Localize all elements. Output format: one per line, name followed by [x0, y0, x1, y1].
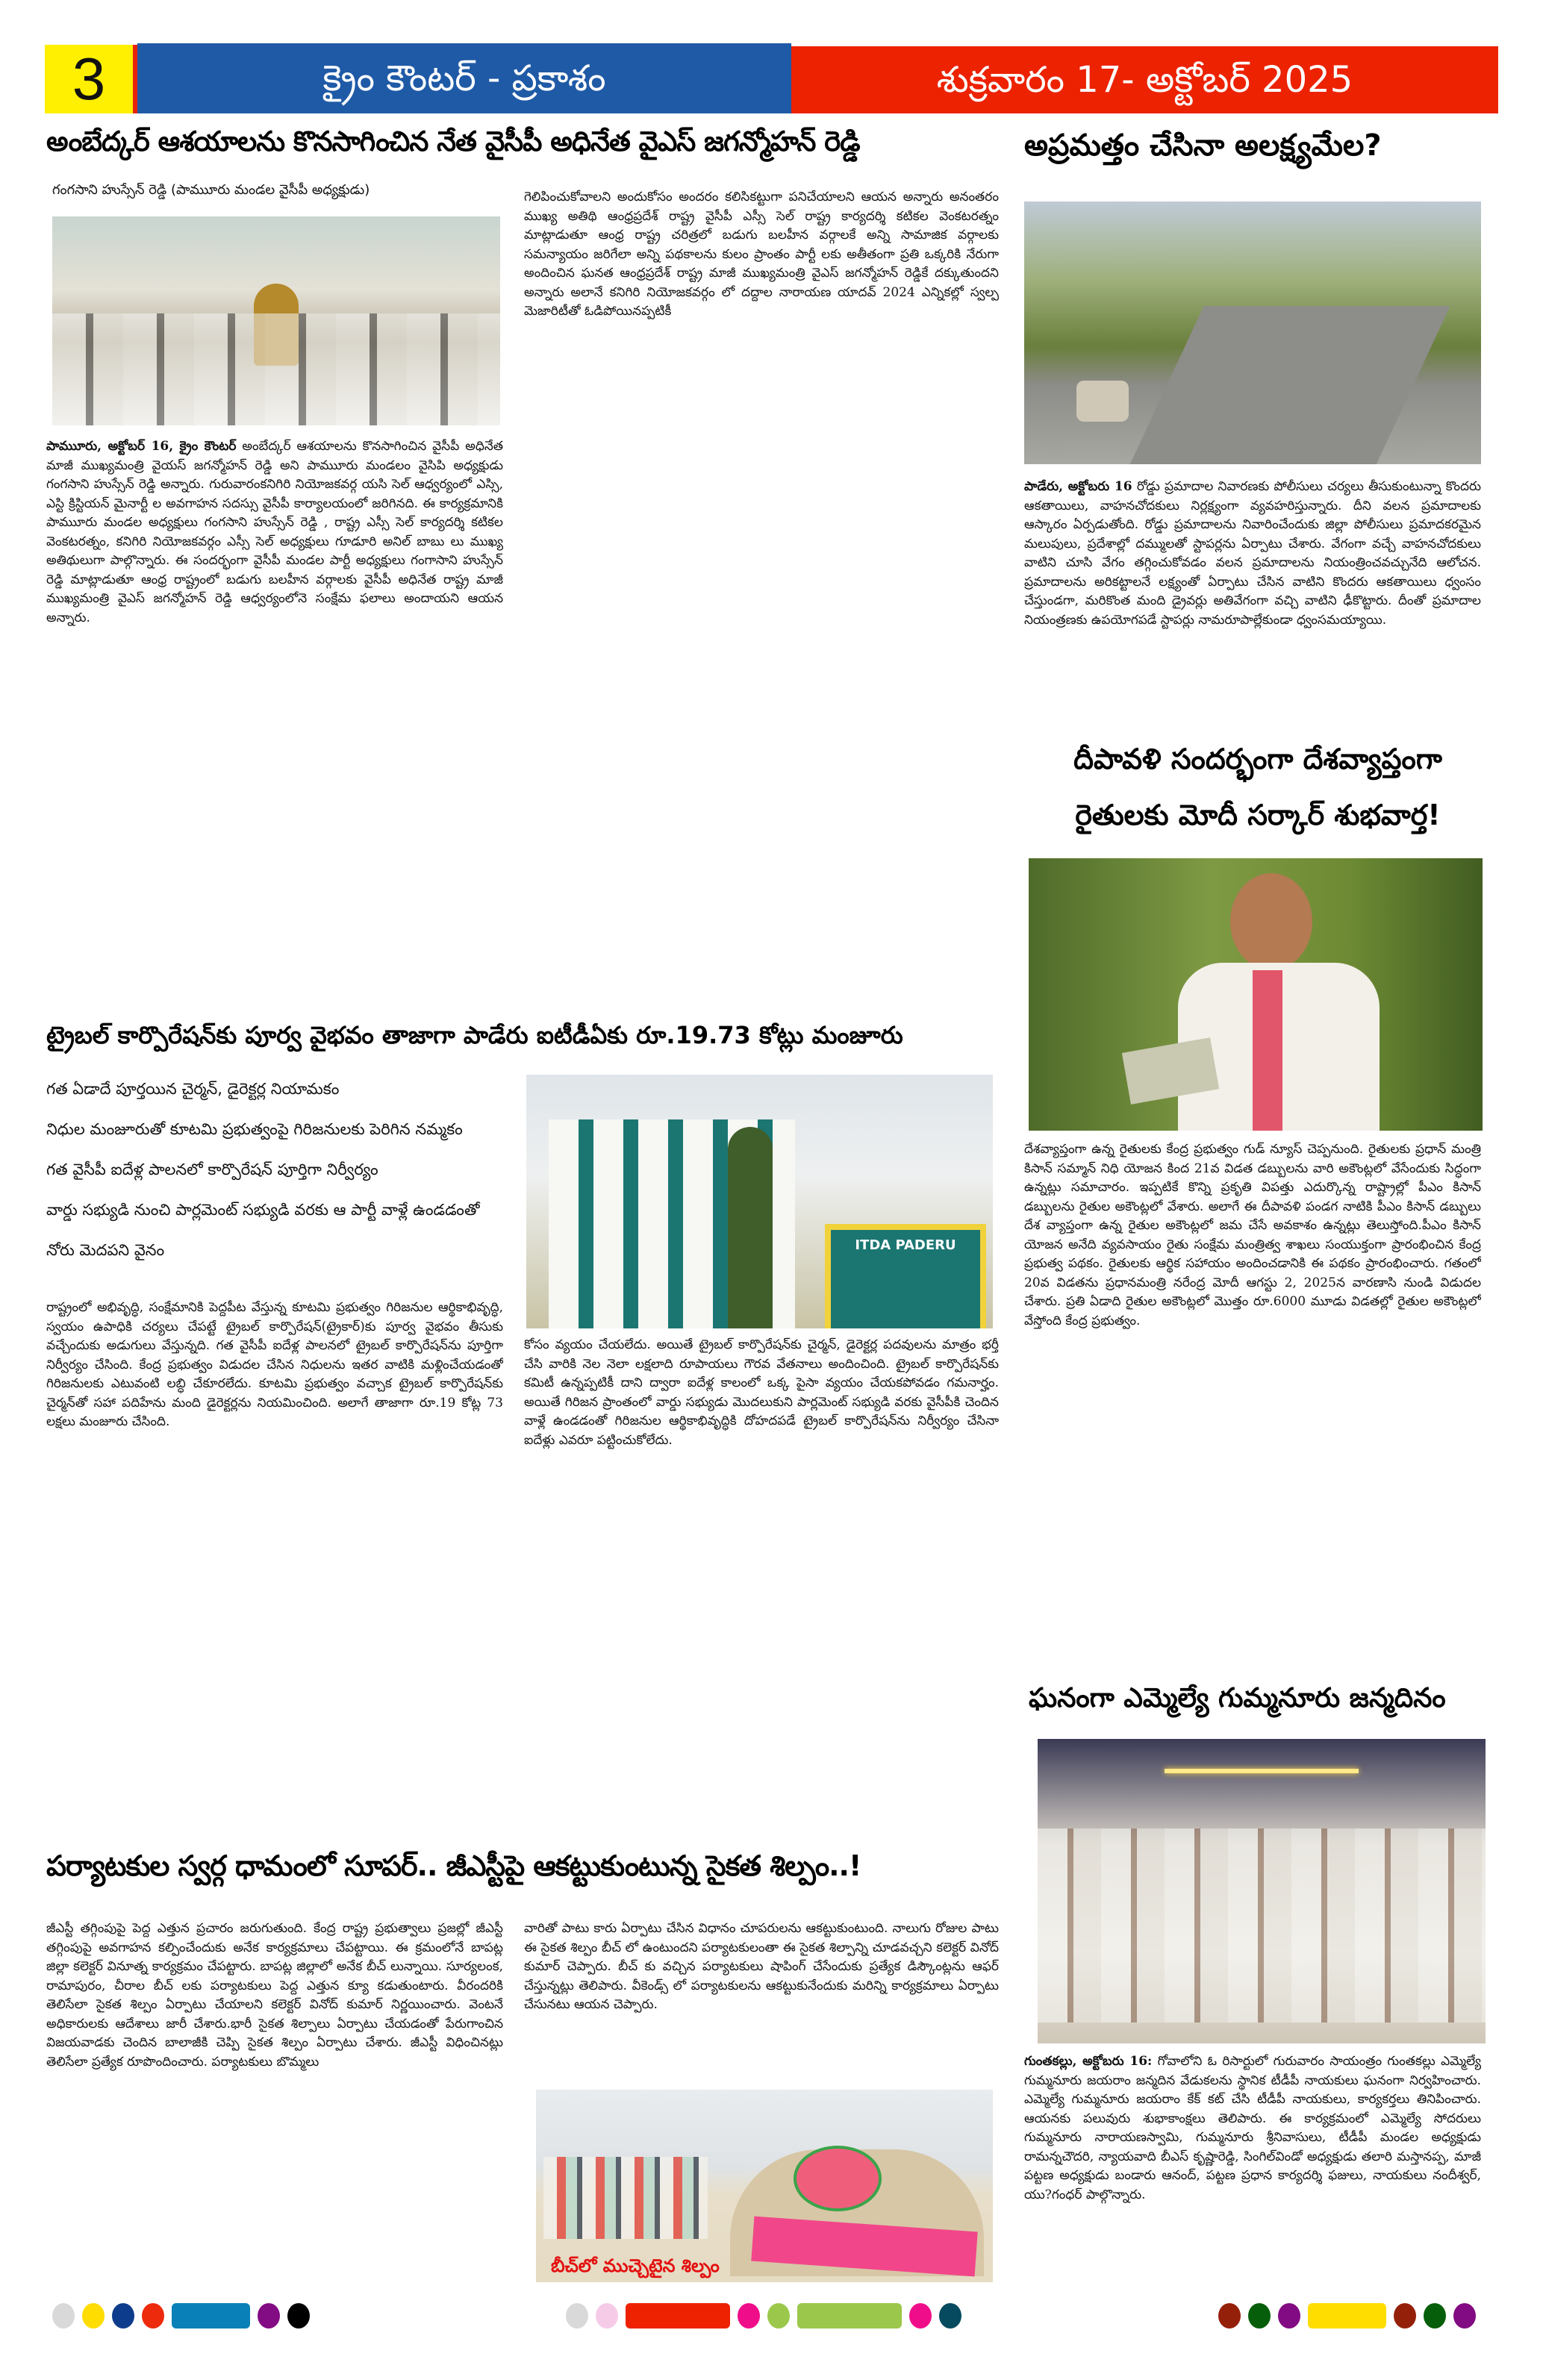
- photo-road: [1024, 202, 1481, 464]
- headline-gst: పర్యాటకుల స్వర్గ ధామంలో సూపర్.. జీఎస్టీపై ఆకట్టుకుంటున్న సైకత శిల్పం..!: [46, 1849, 861, 1882]
- color-mark-center: [767, 2303, 790, 2329]
- itda-sign: ITDA PADERU: [855, 1237, 956, 1253]
- body-diwali: దేశవ్యాప్తంగా ఉన్న రైతులకు కేంద్ర ప్రభుత్వం గుడ్ న్యూస్ చెప్పనుంది. రైతులకు ప్రధాన్ మంత్రి కిసాన్ సమ్మాన్ నిధి యోజన కింద 21వ విడత డబ్బులను వారి అకౌంట్లలో వేసేందుకు సిద్ధంగా ఉన్నట్లు సమాచారం. ఇప్పటికే కొన్ని ప్రకృతి విపత్తు ఎదుర్కొన్న రాష్ట్రాల్లో పీఎం కిసాన్ డబ్బులను రైతుల అకౌంట్లలో వేశారు. అలాగే ఈ దీపావళి పండగ నాటికి పీఎం కిసాన్ డబ్బులు దేశ వ్యాప్తంగా ఉన్న రైతుల అకౌంట్లలో జమ చేసే అవకాశం ఉన్నట్లు తెలుస్తోంది.పీఎం కిసాన్ యోజన అనేది వ్యవసాయం రైతు సంక్షేమ మంత్రిత్వ శాఖలు సంయుక్తంగా ప్రారంభించిన కేంద్ర ప్రభుత్వ పథకం. రైతులకు ఆర్థిక సహాయం అందించడానికి ఈ పథకం ప్రారంభించారు. గతంలో 20వ విడతను ప్రధానమంత్రి నరేంద్ర మోదీ ఆగస్టు 2, 2025న వారణాసి నుండి విడుదల చేశారు. ప్రతి ఏడాది రైతుల అకౌంట్లలో మొత్తం రూ.6000 మూడు విడతల్లో రైతుల అకౌంట్లలో వేస్తోంది కేంద్ర ప్రభుత్వం.: [1024, 1142, 1481, 1328]
- color-mark-center: [566, 2303, 588, 2329]
- sculpture-badge: [794, 2146, 882, 2211]
- people-group: [52, 313, 500, 425]
- highlight-item: వార్డు సభ్యుడి నుంచి పార్లమెంట్ సభ్యుడి వరకు ఆ పార్టీ వాళ్లే ఉండడంతో నోరు మెదపని వైనం: [46, 1201, 480, 1259]
- farmer-head: [1230, 873, 1312, 970]
- body-text: గోవాలోని ఓ రిసార్టులో గురువారం సాయంత్రం గుంతకల్లు ఎమ్మెల్యే గుమ్మనూరు జయరాం జన్మదిన వేడుకలను స్థానిక టీడీపీ నాయకులు ఘనంగా నిర్వహించారు. ఎమ్మెల్యే గుమ్మనూరు జయరాం కేక్ కట్ చేసి టీడీపీ నాయకులు, కార్యకర్తలు తినిపించారు. ఆయనకు పలువురు శుభాకాంక్షలు తెలిపారు. ఈ కార్యక్రమంలో ఎమ్మెల్యే సోదరులు గుమ్మనూరు నారాయణస్వామి, గుమ్మనూరు శ్రీనివాసులు, టీడీపీ మండల అధ్యక్షుడు రామన్నచౌదరి, న్యాయవాది బీఎస్ కృష్ణారెడ్డి, సింగిల్‌విండో అధ్యక్షుడు తలారి మస్తానప్ప, మాజీ పట్టణ అధ్యక్షుడు బండారు ఆనంద్, పట్టణ ప్రధాన కార్యదర్శి ఫజులు, నాయకులు నందీశ్వర్, యు?గంధర్ పాల్గొన్నారు.: [1024, 2054, 1481, 2202]
- headline-birthday: ఘనంగా ఎమ్మెల్యే గుమ్మనూరు జన్మదినం: [1029, 1683, 1446, 1714]
- highlight-item: గత ఏడాదే పూర్తయిన చైర్మన్, డైరెక్టర్ల నియామకం: [46, 1080, 340, 1098]
- highlight-item: గత వైసీపీ ఐదేళ్ల పాలనలో కార్పొరేషన్ పూర్తిగా నిర్వీర్యం: [46, 1161, 378, 1178]
- color-mark-left: [258, 2303, 280, 2329]
- color-mark-left: [82, 2303, 105, 2329]
- headline-road: అప్రమత్తం చేసినా అలక్ష్యమేల?: [1024, 128, 1382, 163]
- headline-diwali-2: రైతులకు మోదీ సర్కార్ శుభవార్త!: [1075, 799, 1441, 831]
- officials-group: [543, 2157, 708, 2239]
- color-mark-right: [1453, 2303, 1476, 2329]
- photo-farmer: [1029, 858, 1483, 1131]
- body-text: రోడ్డు ప్రమాదాల నివారణకు పోలీసులు చర్యలు తీసుకుంటున్నా కొందరు ఆకతాయిలు, వాహనచోదకులు నిర్లక్ష్యంగా వ్యవహరిస్తున్నారు. దీని వలన ప్రమాదాలకు ఆస్కారం ఏర్పడుతోంది. రోడ్డు ప్రమాదాలను నివారించేందుకు జిల్లా పోలీసులు ప్రమాదకరమైన మలుపులు, ప్రదేశాల్లో దమ్ములతో స్టాపర్లను ఏర్పాటు చేశారు. వేగంగా వచ్చే వాహనచోదకులు వాటిని చూసి వేగం తగ్గించుకోవడం వలన ప్రమాదాలను నియంత్రించవచ్చునేది ఆలోచన. ప్రమాదాలను అరికట్టాలనే లక్ష్యంతో ఏర్పాటు చేసిన వాటిని కొందరు ఆకతాయిలు ధ్వంసం చేస్తుండగా, మరికొంత మంది డ్రైవర్లు అతివేగంగా వచ్చి వాటిని ఢీకొట్టారు. దీంతో ప్రమాదాల నియంత్రణకు ఉపయోగపడే స్టాపర్లు నామరూపాల్లేకుండా ధ్వంసమయ్యాయి.: [1024, 479, 1481, 628]
- people-group: [1038, 1828, 1486, 2023]
- body-text: అంబేద్కర్ ఆశయాలను కొనసాగించిన వైసీపీ అధినేత మాజీ ముఖ్యమంత్రి వైయస్ జగన్మోహన్ రెడ్డి అని పాముూరు మండలం వైసిపి అధ్యక్షుడు గంగసాని హుస్సేన్ రెడ్డి అన్నారు. గురువారంకనిగిరి నియోజకవర్గ యసి సెల్ ఆధ్వర్యంలో ఎస్సి, ఎస్టి క్రిస్టియన్ మైనార్టీ ల అవగాహన సదస్సు వైసీపీ కార్యాలయంలో జరిగినది. ఈ కార్యక్రమానికి పాముూరు మండల అధ్యక్షులు గంగసాని హుస్సేన్ రెడ్డి , రాష్ట్ర ఎస్సీ సెల్ కార్యదర్శి కటికల వెంకటరత్నం, కనిగిరి నియోజకవర్గం ఎస్సీ సెల్ అధ్యక్షులు గూడూరి అనిల్ బాబు లు ముఖ్య అతిథులుగా పాల్గొన్నారు. ఈ సందర్భంగా వైసీపీ మండల పార్టీ అధ్యక్షులు గంగాసాని హుస్సేన్ రెడ్డి మాట్లాడుతూ ఆంధ్ర రాష్ట్రంలో బడుగు బలహీన వర్గాలకు వైసీపీ అధినేత రాష్ట్ర మాజీ ముఖ్యమంత్రి వైఎస్ జగన్మోహన్ రెడ్డి ఆధ్వర్యంలోనె సంక్షేమ ఫలాలు అందాయని ఆయన అన్నారు.: [46, 439, 503, 625]
- photo-sand-sculpture: [536, 2090, 993, 2282]
- color-mark-left: [287, 2303, 310, 2329]
- color-mark-left: [172, 2303, 250, 2329]
- photo-birthday: [1038, 1739, 1486, 2043]
- issue-date: శుక్రవారం 17- అక్టోబర్ 2025: [791, 46, 1498, 113]
- byline-ambedkar: గంగసాని హుస్సేన్ రెడ్డి (పాముూరు మండల వైసీపీ అధ్యక్షుడు): [52, 182, 370, 198]
- headline-tribal: ట్రైబల్ కార్పొరేషన్‌కు పూర్వ వైభవం తాజాగా పాడేరు ఐటీడీఏకు రూ.19.73 కోట్లు మంజూరు: [46, 1021, 903, 1049]
- color-mark-center: [738, 2303, 760, 2329]
- dateline: పాడేరు, అక్టోబరు 16: [1024, 479, 1132, 494]
- headline-ambedkar: అంబేద్కర్ ఆశయాలను కొనసాగించిన నేత వైసీపీ అధినేత వైఎస్ జగన్మోహన్ రెడ్డి: [46, 125, 860, 157]
- body-road: [1024, 478, 1481, 724]
- body-tribal-middle: కోసం వ్యయం చేయలేదు. అయితే ట్రైబల్ కార్పొరేషన్‌కు చైర్మన్, డైరెక్టర్ల పదవులను మాత్రం భర్తీ చేసి వారికి నెల నెలా లక్షలాది రూపాయలు గౌరవ వేతనాలు అందించింది. ట్రైబల్ కార్పొరేషన్‌కు కమిటీ ఉన్నప్పటికీ దాని ద్వారా ఐదేళ్ల కాలంలో ఒక్క పైసా వ్యయం చేయకపోవడం గమనార్హం. అయితే గిరిజన ప్రాంతంలో వార్డు సభ్యుడు మొదలుకుని పార్లమెంట్ సభ్యుడి వరకు వైసీపీకి చెందిన వాళ్లే ఉండడంతో గిరిజనుల ఆర్థికాభివృద్ధికి దోహదపడే ట్రైబల్ కార్పొరేషన్‌ను నిర్వీర్యం చేసినా ఐదేళ్లు ఎవరూ పట్టించుకోలేదు.: [524, 1337, 999, 1448]
- dateline: పాముూరు, అక్టోబర్ 16, క్రైం కౌంటర్: [46, 439, 237, 454]
- color-mark-right: [1308, 2303, 1386, 2329]
- photo-caption: బీచ్‌లో ముచ్చెటైన శిల్పం: [551, 2255, 720, 2276]
- body-ambedkar-left: [46, 437, 503, 1005]
- body-ambedkar-middle: గెలిపించుకోవాలని అందుకోసం అందరం కలిసికట్టుగా పనిచేయాలని ఆయన అన్నారు అనంతరం ముఖ్య అతిథి ఆంధ్రప్రదేశ్ రాష్ట్ర వైసీపీ ఎస్సీ సెల్ రాష్ట్ర కార్యదర్శి కటికల వెంకటరత్నం మాట్లాడుతూ ఆంధ్ర రాష్ట్ర చరిత్రలో బడుగు బలహీన వర్గాలకే అన్ని సామాజిక వర్గాలకు సమన్యాయం జరిగేలా అన్ని పథకాలను కులం ప్రాంతం పార్టీ లకు అతీతంగా ప్రతి ఒక్కరికి నేరుగా అందించిన ఘనత ఆంధ్రప్రదేశ్ రాష్ట్ర మాజీ ముఖ్యమంత్రి వైఎస్ జగన్మోహన్ రెడ్డికే దక్కుతుందని అన్నారు అలానే కనిగిరి నియోజకవర్గం లో దద్దాల నారాయణ యాదవ్ 2024 ఎన్నికల్లో స్వల్ప మెజారిటీతో ఓడిపోయినప్పటికీ: [524, 190, 999, 319]
- photo-ambedkar-event: [52, 216, 500, 425]
- dateline: గుంతకల్లు, అక్టోబరు 16:: [1024, 2054, 1153, 2069]
- tribal-highlights: [46, 1069, 502, 1270]
- color-mark-center: [626, 2303, 730, 2329]
- color-mark-right: [1278, 2303, 1300, 2329]
- page-number: 3: [45, 45, 137, 113]
- paper-title: క్రైం కౌంటర్ - ప్రకాశం: [137, 43, 791, 113]
- farmer-towel: [1253, 970, 1282, 1131]
- color-mark-right: [1248, 2303, 1271, 2329]
- tree: [728, 1127, 773, 1328]
- color-mark-center: [909, 2303, 932, 2329]
- color-mark-center: [939, 2303, 961, 2329]
- photo-itda-building: [526, 1075, 993, 1328]
- color-mark-left: [142, 2303, 164, 2329]
- body-tribal-left: రాష్ట్రంలో అభివృద్ధి, సంక్షేమానికి పెద్దపీట వేస్తున్న కూటమి ప్రభుత్వం గిరిజనుల ఆర్థికాభివృద్ధి, స్వయం ఉపాధికి చర్యలు చేపట్టే ట్రైబల్ కార్పొరేషన్(ట్రైకార్)కు పూర్వ వైభవం తీసుకు వచ్చేందుకు అడుగులు వేస్తున్నది. గత వైసీపీ ఐదేళ్ల పాలనలో ట్రైబల్ కార్పొరేషన్‌ను పూర్తిగా నిర్వీర్యం చేసింది. కేంద్ర ప్రభుత్వం విడుదల చేసిన నిధులను ఇతర వాటికి మళ్లించేయడంతో గిరిజనులకు ఎటువంటి లబ్ధి చేకూరలేదు. కూటమి ప్రభుత్వం వచ్చాక ట్రైబల్ కార్పొరేషన్‌కు చైర్మన్‌తో సహా పదిహేను మంది డైరెక్టర్లను నియమించింది. అలాగే తాజాగా రూ.19 కోట్ల 73 లక్షలు మంజూరు చేసింది.: [46, 1300, 503, 1429]
- color-mark-right: [1424, 2303, 1446, 2329]
- lights: [1165, 1769, 1359, 1773]
- color-mark-right: [1394, 2303, 1416, 2329]
- highlight-item: నిధుల మంజూరుతో కూటమి ప్రభుత్వంపై గిరిజనులకు పెరిగిన నమ్మకం: [46, 1120, 463, 1138]
- body-gst-middle: వారితో పాటు కారు ఏర్పాటు చేసిన విధానం చూపరులను ఆకట్టుకుంటుంది. నాలుగు రోజుల పాటు ఈ సైకత శిల్పం బీచ్ లో ఉంటుందని పర్యాటకులంతా ఈ సైకత శిల్పాన్ని చూడవచ్చని కలెక్టర్ వినోద్ కుమార్ చెప్పారు. బీచ్ కు వచ్చిన పర్యాటకులు షాపింగ్ చేసేందుకు ప్రత్యేక డిస్కౌంట్లను ఆఫర్ చేస్తున్నట్లు తెలిపారు. వీకెండ్స్ లో పర్యాటకులను ఆకట్టుకునేందుకు మరిన్ని కార్యక్రమాలు ఏర్పాటు చేసునటు ఆయన చెప్పారు.: [524, 1921, 999, 2012]
- entrance-gate: [825, 1224, 986, 1328]
- color-mark-center: [797, 2303, 902, 2329]
- color-mark-center: [596, 2303, 618, 2329]
- color-mark-left: [112, 2303, 134, 2329]
- road-shape: [1113, 306, 1450, 464]
- color-mark-left: [52, 2303, 75, 2329]
- body-gst-left: జీఎస్టీ తగ్గింపుపై పెద్ద ఎత్తున ప్రచారం జరుగుతుంది. కేంద్ర రాష్ట్ర ప్రభుత్వాలు ప్రజల్లో జీఎస్టీ తగ్గింపుపై అవగాహన కల్పించేందుకు అనేక కార్యక్రమాలు చేపట్టాయి. ఈ క్రమంలోనే బాపట్ల జిల్లా కలెక్టర్ వినూత్న కార్యక్రమం చేపట్టారు. బాపట్ల జిల్లాలో అనేక బీచ్ లున్నాయి. సూర్యలంక, రామాపురం, చీరాల బీచ్ లకు పర్యాటకులు పెద్ద ఎత్తున క్యూ కడుతుంటారు. వీరందరికి తెలిసేలా సైకత శిల్పం ఏర్పాటు చేయాలని కలెక్టర్ వినోద్ కుమార్ నిర్ణయించారు. వెంటనే అధికారులకు ఆదేశాలు జారీ చేశారు.భారీ సైకత శిల్పాలు ఏర్పాటు చేయడంతో పేరుగాంచిన విజయవాడకు చెందిన బాలాజీకి చెప్పి సైకత శిల్పం ఏర్పాటు చేశారు. జీఎస్టీ విధించినట్లు తెలిసేలా ప్రత్యేక రూపొందించారు. పర్యాటకులు బొమ్మలు: [46, 1921, 503, 2070]
- body-birthday: [1024, 2052, 1481, 2287]
- broken-stopper: [1076, 381, 1129, 422]
- headline-diwali-1: దీపావళి సందర్భంగా దేశవ్యాప్తంగా: [1073, 743, 1442, 775]
- color-mark-right: [1218, 2303, 1241, 2329]
